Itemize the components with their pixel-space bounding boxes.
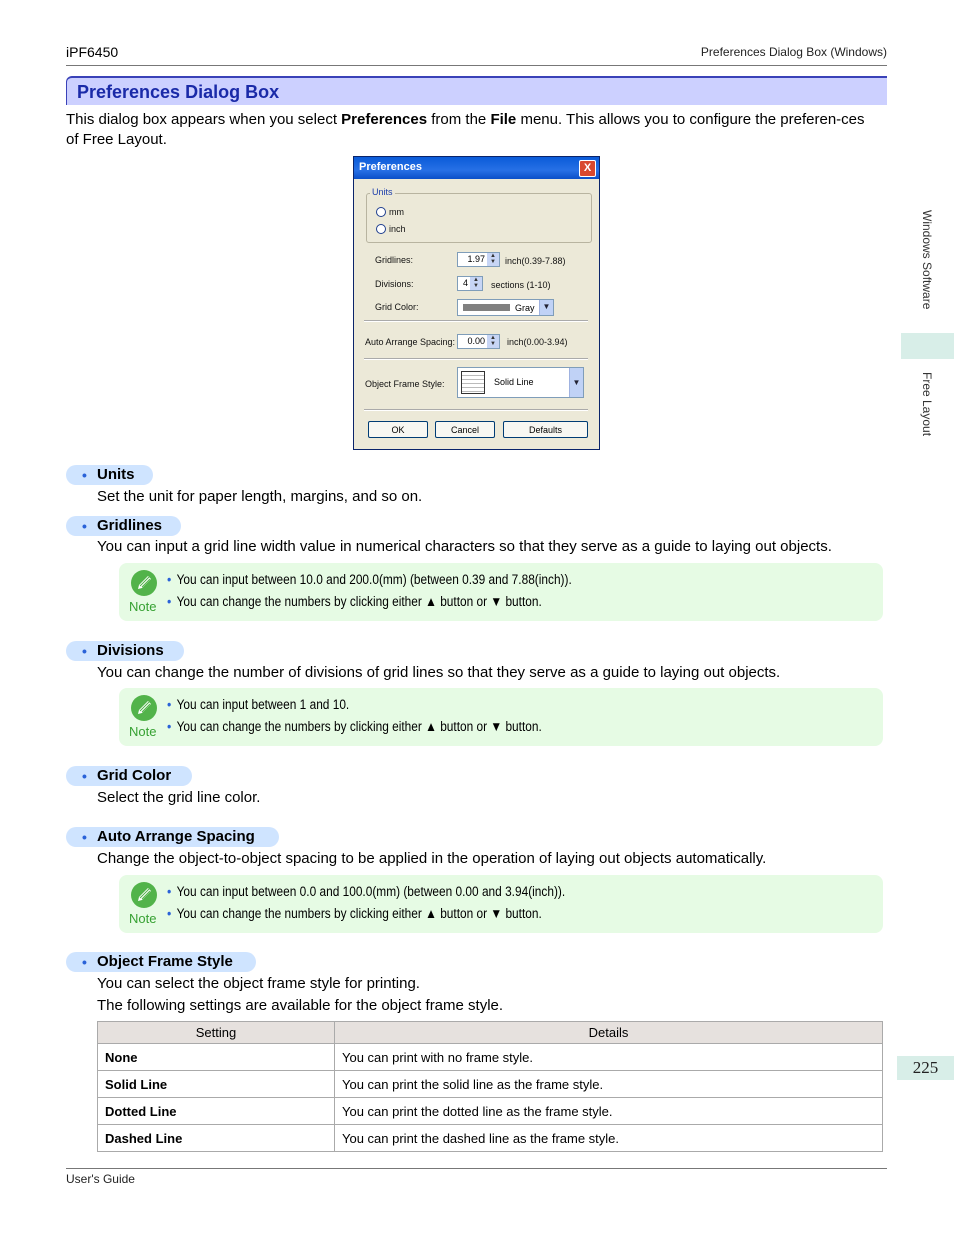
note-item [167,718,542,734]
table-header: Details [335,1022,883,1044]
section-text: Select the grid line color. [97,789,261,806]
radio-mm-label: mm [389,207,404,217]
table-row [98,1071,883,1098]
note-label: Note [129,599,157,614]
spin-arrows-icon[interactable]: ▲ ▼ [487,335,499,348]
table-cell: You can print the dotted line as the frame style. [335,1098,883,1125]
section-text: Change the object-to-object spacing to be applied in the operation of laying out objects automatically. [97,850,767,867]
chevron-down-icon[interactable]: ▼ [539,300,553,315]
pencil-icon [131,882,157,908]
radio-mm[interactable] [376,207,386,217]
table-row [98,1098,883,1125]
section-heading-gridlines [66,516,181,536]
note-label: Note [129,911,157,926]
section-heading-text: Gridlines [97,517,163,534]
section-text: You can select the object frame style for printing. [97,975,420,992]
section-heading-divisions [66,641,184,661]
cancel-button[interactable]: Cancel [435,421,495,438]
note-text: You can change the numbers by clicking either ▲ button or ▼ button. [176,906,542,921]
page-title: Preferences Dialog Box [77,82,280,102]
intro-text: menu. This allows you to configure the preferen-ces of Free Layout. [66,111,865,148]
note-item [167,905,542,921]
radio-inch[interactable] [376,224,386,234]
divisions-unit: sections (1-10) [491,280,551,290]
gridlines-value: 1.97 [467,254,485,264]
frame-style-label: Object Frame Style: [365,379,445,389]
units-caption: Units [372,187,393,197]
chevron-down-icon[interactable]: ▼ [569,368,583,397]
bullet-icon: • [167,593,172,609]
units-group [366,193,592,243]
section-heading-text: Grid Color [97,767,172,784]
note-item [167,571,572,587]
section-heading-text: Object Frame Style [97,953,233,970]
pencil-icon [131,695,157,721]
frame-preview-icon [461,371,485,394]
section-text: You can input a grid line width value in numerical characters so that they serve as a guide to laying out objects. [97,538,832,555]
table-cell: None [98,1044,335,1071]
separator [364,409,588,411]
page-number: 225 [897,1056,954,1080]
note-text: You can change the numbers by clicking either ▲ button or ▼ button. [176,719,542,734]
divisions-label: Divisions: [375,279,414,289]
side-tab-active-marker [901,333,954,359]
divisions-value: 4 [462,278,468,288]
footer-rule [66,1168,887,1169]
note-text: You can input between 0.0 and 100.0(mm) (between 0.00 and 3.94(inch)). [176,884,566,899]
intro-text: from the [427,111,491,128]
spacing-stepper[interactable] [457,334,500,349]
gridlines-unit: inch(0.39-7.88) [505,256,566,266]
preferences-dialog-image [353,156,600,450]
page-title-bar [66,76,887,105]
ok-button[interactable]: OK [368,421,428,438]
section-heading-text: Units [97,466,135,483]
header-section-title: Preferences Dialog Box (Windows) [700,45,887,59]
spin-arrows-icon[interactable]: ▲ ▼ [487,253,499,266]
section-heading-text: Divisions [97,642,164,659]
spin-arrows-icon[interactable]: ▲ ▼ [470,277,482,290]
gridlines-stepper[interactable] [457,252,500,267]
dialog-title-bar [354,157,599,179]
bullet-icon: • [82,768,87,784]
table-header-row [98,1022,883,1044]
spacing-unit: inch(0.00-3.94) [507,337,568,347]
bullet-icon: • [82,954,87,970]
table-cell: Dotted Line [98,1098,335,1125]
gridcolor-value: Gray [515,303,535,313]
separator [364,320,588,322]
side-tab-label: Windows Software [920,210,934,310]
table-cell: Solid Line [98,1071,335,1098]
section-heading-text: Auto Arrange Spacing [97,828,255,845]
note-box [119,563,883,621]
section-text: Set the unit for paper length, margins, and so on. [97,488,423,505]
bullet-icon: • [167,905,172,921]
frame-style-select[interactable] [457,367,584,398]
section-text: You can change the number of divisions of grid lines so that they serve as a guide to laying out objects. [97,664,781,681]
section-heading-object-frame-style [66,952,256,972]
note-text: You can input between 10.0 and 200.0(mm) (between 0.39 and 7.88(inch)). [176,572,572,587]
close-icon[interactable]: X [579,160,596,177]
gridcolor-select[interactable] [457,299,554,316]
section-heading-units [66,465,153,485]
dialog-title: Preferences [359,161,422,173]
header-rule [66,65,887,66]
section-text: The following settings are available for the object frame style. [97,997,504,1014]
table-row [98,1044,883,1071]
table-cell: Dashed Line [98,1125,335,1152]
intro-paragraph [66,110,881,150]
note-item [167,883,565,899]
gray-swatch [463,304,510,311]
note-text: You can change the numbers by clicking either ▲ button or ▼ button. [176,594,542,609]
note-text: You can input between 1 and 10. [176,697,350,712]
intro-text: This dialog box appears when you select [66,111,342,128]
divisions-stepper[interactable] [457,276,483,291]
bullet-icon: • [82,643,87,659]
defaults-button[interactable]: Defaults [503,421,588,438]
note-label: Note [129,724,157,739]
table-header: Setting [98,1022,335,1044]
gridlines-label: Gridlines: [375,255,414,265]
section-heading-auto-arrange-spacing [66,827,279,847]
table-cell: You can print with no frame style. [335,1044,883,1071]
bullet-icon: • [167,718,172,734]
bullet-icon: • [167,883,172,899]
radio-inch-label: inch [389,224,406,234]
side-tab-windows-software[interactable] [902,204,954,328]
intro-bold: File [490,111,517,128]
footer-text: User's Guide [66,1172,135,1186]
pencil-icon [131,570,157,596]
bullet-icon: • [167,696,172,712]
side-tab-label: Free Layout [920,372,934,437]
frame-style-table [97,1021,883,1152]
note-item [167,696,349,712]
table-cell: You can print the dashed line as the frame style. [335,1125,883,1152]
bullet-icon: • [82,518,87,534]
separator [364,358,588,360]
header-product: iPF6450 [66,44,119,60]
bullet-icon: • [167,571,172,587]
note-item [167,593,542,609]
side-tab-free-layout[interactable] [902,366,954,446]
spacing-value: 0.00 [467,336,485,346]
bullet-icon: • [82,829,87,845]
frame-style-value: Solid Line [494,377,534,387]
table-cell: You can print the solid line as the frame style. [335,1071,883,1098]
bullet-icon: • [82,467,87,483]
section-heading-grid-color [66,766,192,786]
note-box [119,688,883,746]
intro-bold: Preferences [341,111,428,128]
spacing-label: Auto Arrange Spacing: [365,337,456,347]
gridcolor-label: Grid Color: [375,302,419,312]
table-row [98,1125,883,1152]
note-box [119,875,883,933]
